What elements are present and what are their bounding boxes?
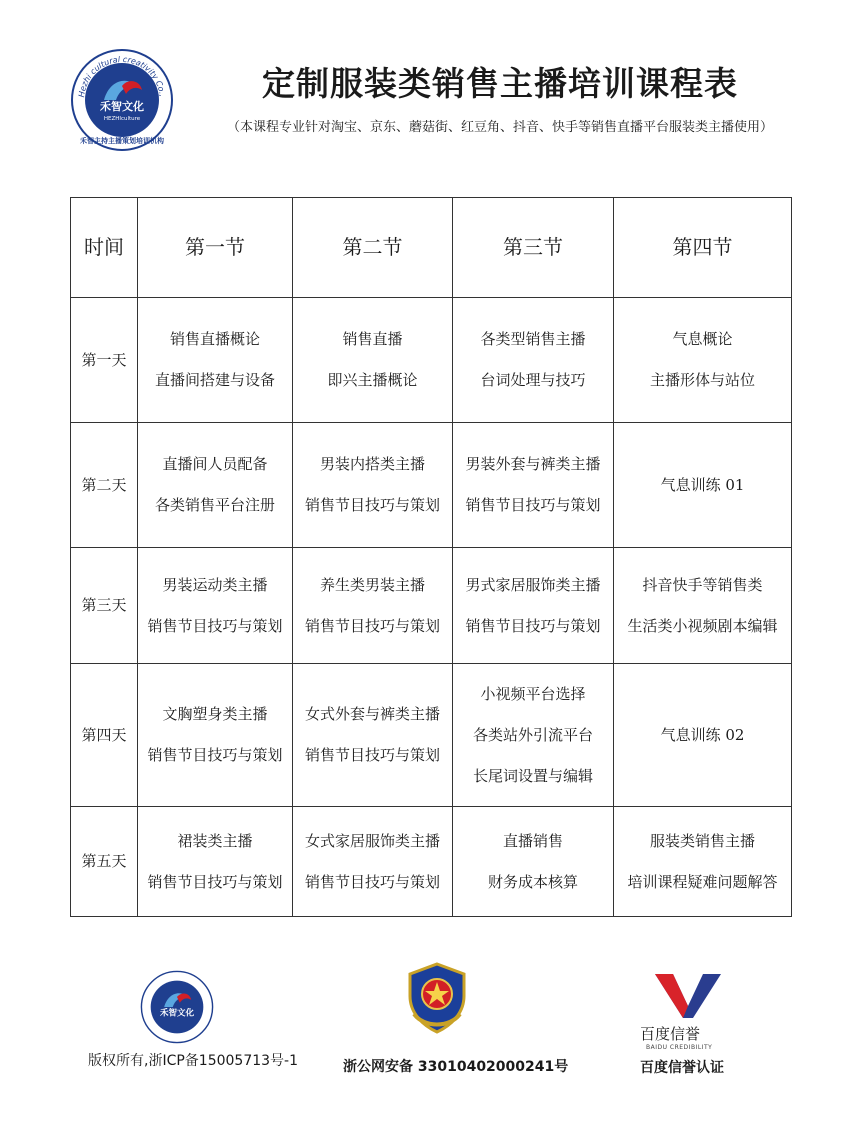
course-line: 气息概论 [672, 330, 733, 348]
course-line: 服装类销售主播 [649, 831, 755, 850]
course-cell [614, 298, 792, 423]
course-line: 财务成本核算 [487, 872, 578, 891]
course-line: 销售节目技巧与策划 [304, 496, 440, 514]
course-line: 销售节目技巧与策划 [147, 746, 283, 764]
course-line: 销售节目技巧与策划 [304, 616, 440, 635]
course-cell [453, 807, 614, 917]
day-label: 第三天 [71, 548, 138, 664]
course-cell [453, 423, 614, 548]
course-line: 销售节目技巧与策划 [147, 872, 283, 891]
course-cell [614, 423, 792, 548]
baidu-brand-en: BAIDU CREDIBILITY [646, 1044, 713, 1051]
table-row [71, 548, 792, 664]
logo-ring-text: Hezhi cultural creativity Co., [77, 54, 167, 98]
public-security-record-text[interactable]: 浙公网安备 33010402000241号 [343, 1059, 569, 1075]
logo-en-name: HEZHIculture [103, 116, 141, 122]
baidu-credibility-text[interactable]: 百度信誉认证 [640, 1060, 724, 1076]
course-line: 裙装类主播 [177, 831, 253, 850]
course-line: 文胸塑身类主播 [162, 705, 268, 723]
footer-company-logo [140, 970, 214, 1044]
header-session-3: 第三节 [453, 198, 614, 298]
baidu-brand-cn: 百度信誉 [640, 1025, 701, 1043]
table-row [71, 423, 792, 548]
course-line: 女式外套与裤类主播 [304, 705, 440, 723]
page-title: 定制服装类销售主播培训课程表 [262, 64, 738, 103]
course-line: 养生类男装主播 [319, 575, 425, 594]
course-line: 直播间人员配备 [162, 455, 268, 473]
course-line: 气息训练 02 [660, 725, 745, 744]
course-line: 直播间搭建与设备 [154, 371, 275, 389]
course-cell [293, 298, 453, 423]
course-line: 即兴主播概论 [327, 371, 418, 389]
table-row [71, 664, 792, 807]
course-line: 各类站外引流平台 [472, 725, 593, 744]
course-line: 男式家居服饰类主播 [465, 575, 601, 594]
day-label: 第四天 [71, 664, 138, 807]
course-line: 直播销售 [502, 831, 563, 850]
course-cell [453, 664, 614, 807]
course-cell [293, 423, 453, 548]
police-emblem-icon [404, 962, 470, 1034]
day-label: 第五天 [71, 807, 138, 917]
course-line: 培训课程疑难问题解答 [627, 872, 778, 891]
logo-cn-name: 禾智文化 [100, 100, 144, 113]
course-line: 销售直播概论 [169, 330, 260, 348]
course-cell [453, 548, 614, 664]
course-cell [138, 423, 293, 548]
course-line: 小视频平台选择 [480, 684, 586, 703]
course-line: 销售节目技巧与策划 [304, 746, 440, 764]
course-cell [614, 548, 792, 664]
day-label: 第二天 [71, 423, 138, 548]
header-time: 时间 [71, 198, 138, 298]
icp-license-text[interactable]: 版权所有,浙ICP备15005713号-1 [88, 1053, 299, 1069]
footer-logo-cn-name: 禾智文化 [159, 1008, 195, 1019]
course-line: 女式家居服饰类主播 [304, 831, 440, 850]
course-cell [138, 664, 293, 807]
course-cell [293, 807, 453, 917]
table-row [71, 298, 792, 423]
header-session-2: 第二节 [293, 198, 453, 298]
table-header-row [71, 198, 792, 298]
course-line: 各类销售平台注册 [154, 496, 275, 514]
course-line: 男装运动类主播 [162, 575, 268, 594]
course-line: 销售节目技巧与策划 [465, 496, 601, 514]
course-cell [138, 807, 293, 917]
logo-org-text: 禾智主持主播策划培训机构 [80, 137, 164, 145]
course-line: 抖音快手等销售类 [642, 575, 763, 594]
header-session-1: 第一节 [138, 198, 293, 298]
course-line: 长尾词设置与编辑 [472, 766, 593, 785]
course-line: 生活类小视频剧本编辑 [627, 616, 778, 635]
course-line: 男装外套与裤类主播 [465, 455, 601, 473]
course-line: 台词处理与技巧 [480, 371, 586, 389]
page-subtitle: （本课程专业针对淘宝、京东、蘑菇街、红豆角、抖音、快手等销售直播平台服装类主播使用） [226, 120, 773, 135]
course-line: 气息训练 01 [660, 475, 745, 494]
day-label: 第一天 [71, 298, 138, 423]
table-row [71, 807, 792, 917]
course-line: 销售节目技巧与策划 [465, 616, 601, 635]
course-line: 主播形体与站位 [649, 371, 755, 389]
course-cell [453, 298, 614, 423]
course-cell [614, 807, 792, 917]
header-session-4: 第四节 [614, 198, 792, 298]
course-cell [614, 664, 792, 807]
company-logo [70, 48, 174, 152]
course-cell [293, 548, 453, 664]
course-line: 销售节目技巧与策划 [304, 872, 440, 891]
course-cell [138, 548, 293, 664]
course-cell [293, 664, 453, 807]
course-line: 销售直播 [342, 330, 403, 348]
course-schedule-table [70, 197, 792, 917]
course-cell [138, 298, 293, 423]
course-line: 销售节目技巧与策划 [147, 616, 283, 635]
baidu-credibility-v-icon [653, 970, 723, 1020]
course-line: 男装内搭类主播 [319, 455, 425, 473]
course-line: 各类型销售主播 [480, 330, 586, 348]
